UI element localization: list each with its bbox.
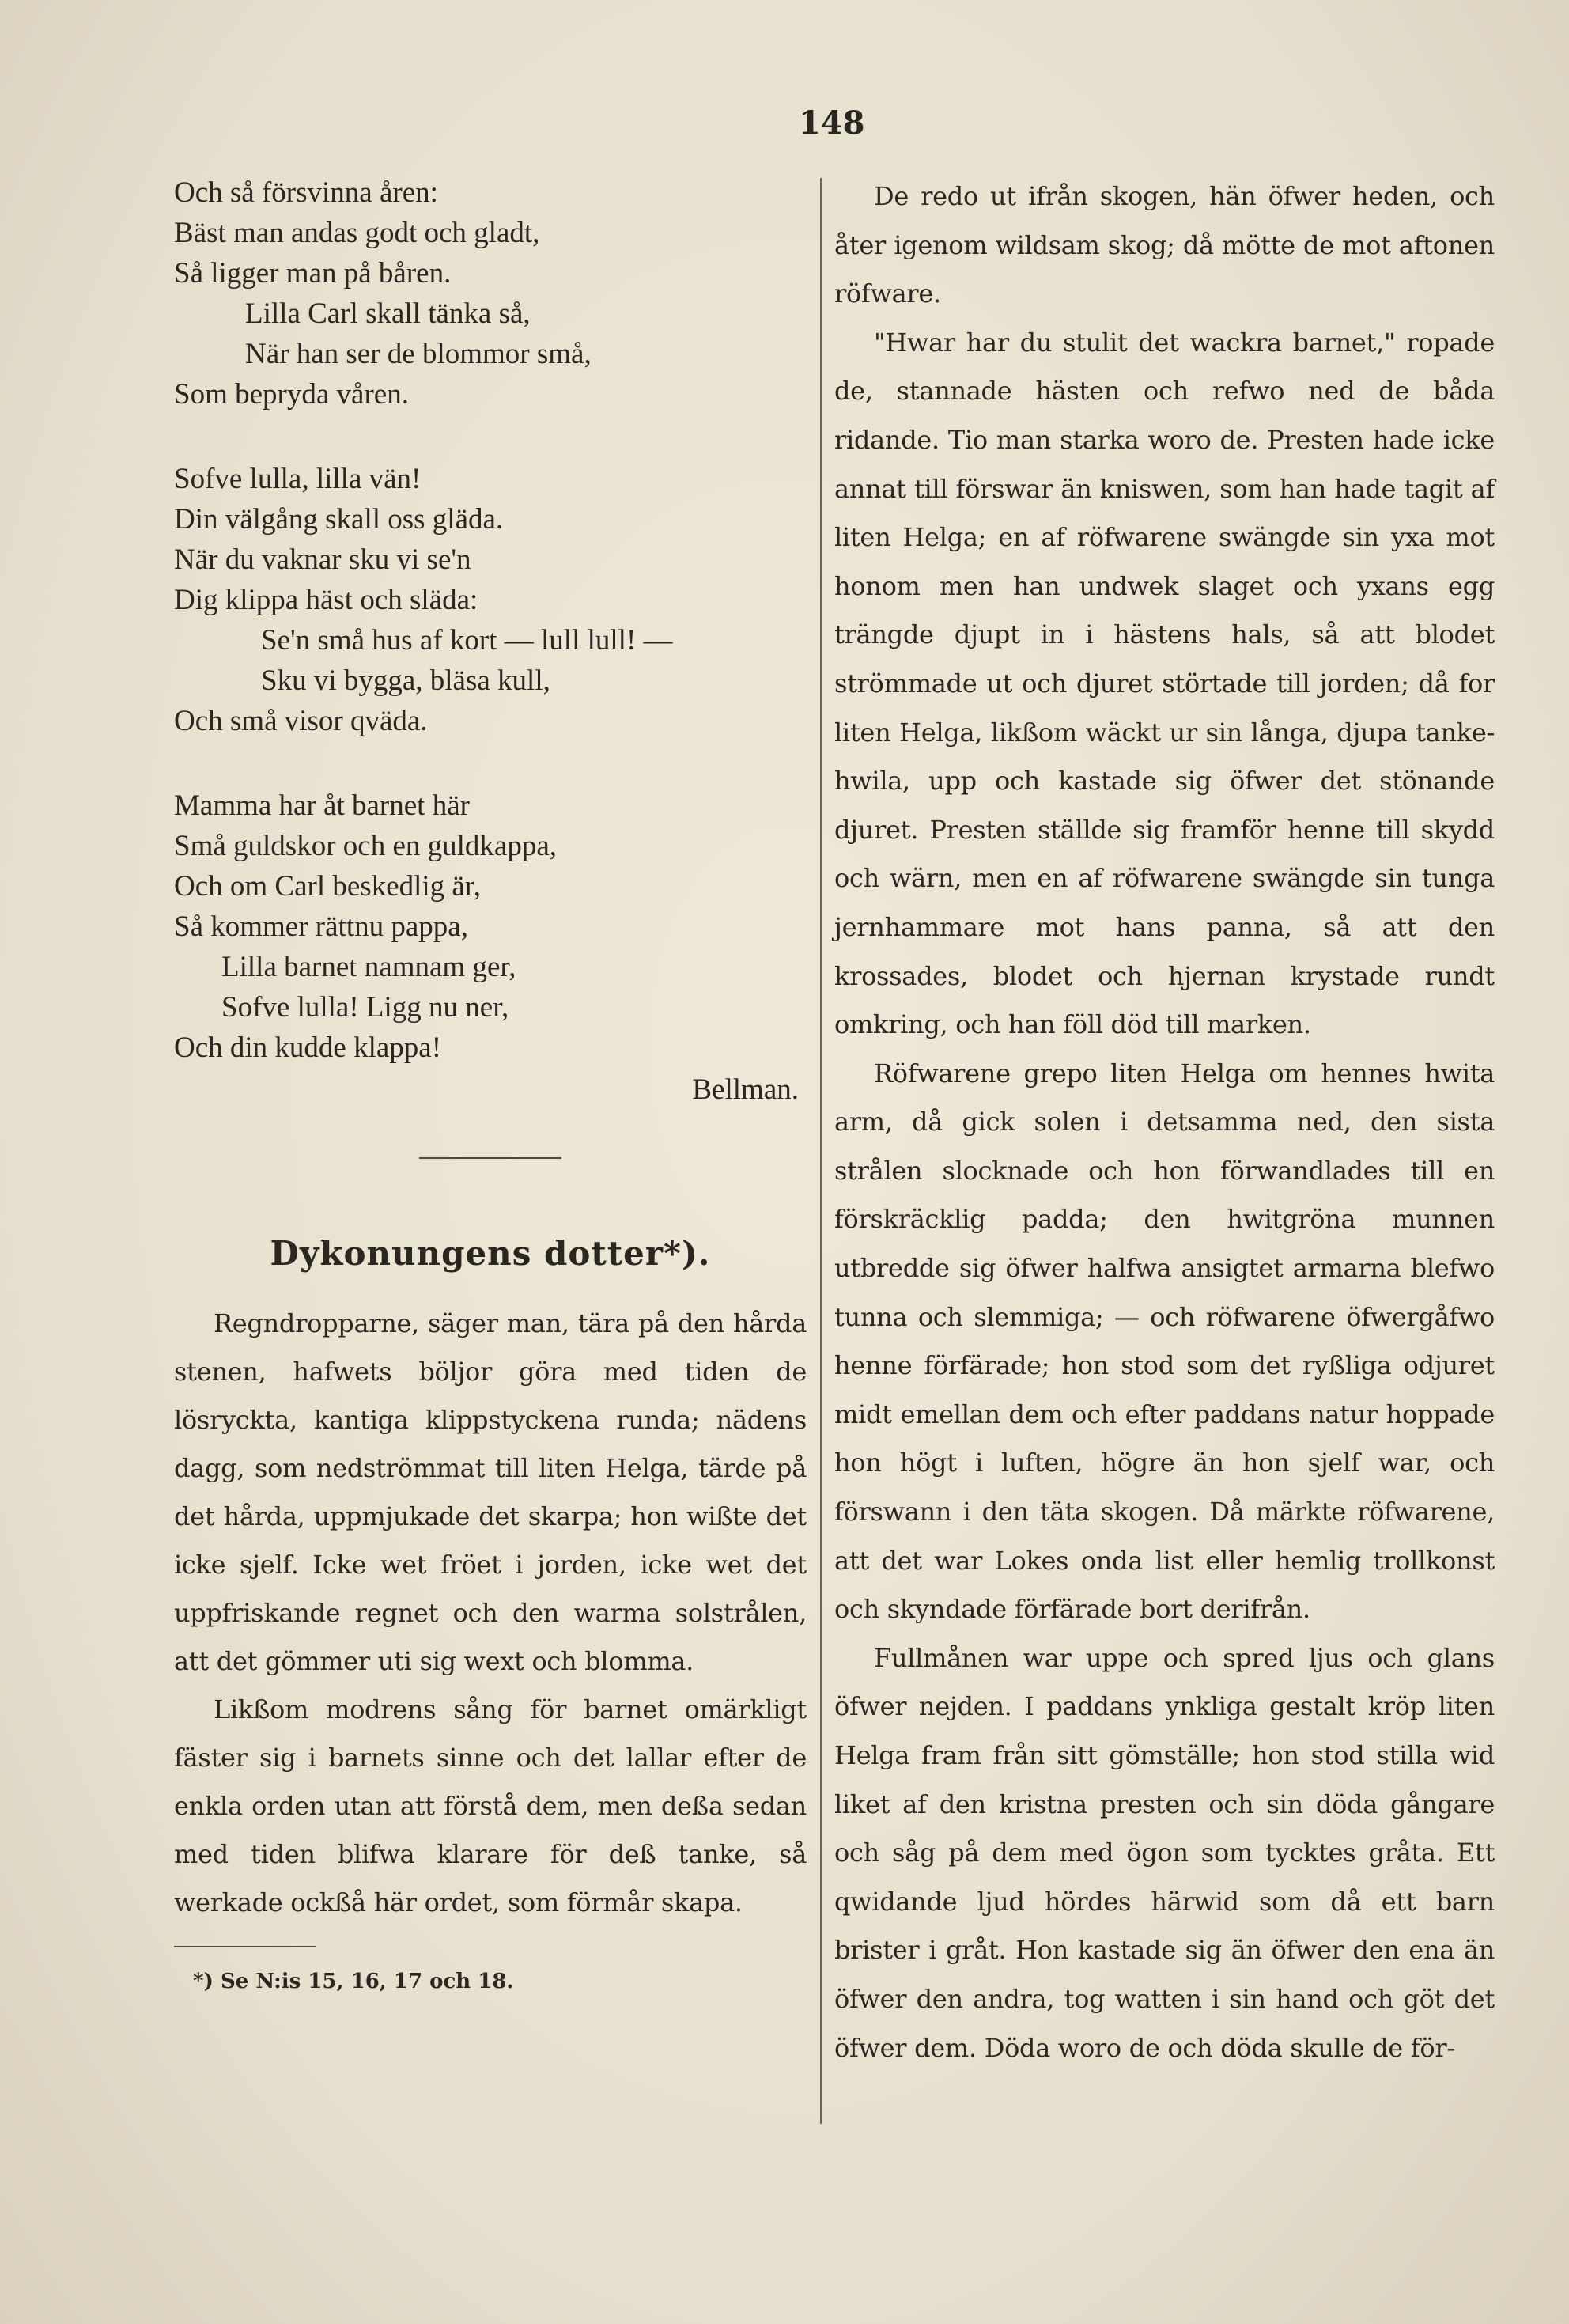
poem-line: Och om Carl beskedlig är, <box>174 870 481 903</box>
poem-line: Och så försvinna åren: <box>174 176 438 209</box>
section-title: Dykonungens dotter*). <box>270 1234 711 1273</box>
poem-line: Mamma har åt barnet här <box>174 789 470 822</box>
poem-stanza <box>174 785 807 1068</box>
right-paragraph-1: De redo ut ifrån skogen, hän öfwer heden, och åter igenom wildsam skog; då mötte de mot aftonen röfware. <box>834 181 1495 309</box>
poem-line: Lilla barnet namnam ger, <box>221 951 516 983</box>
poem-line: Och små visor qväda. <box>174 705 428 737</box>
poem-line: Se'n små hus af kort — lull lull! — <box>261 624 673 657</box>
column-divider <box>820 178 822 2124</box>
poem-line: Sofve lulla! Ligg nu ner, <box>221 991 509 1024</box>
poem-stanza <box>174 172 807 414</box>
poem-line: Och din kudde klappa! <box>174 1031 442 1064</box>
left-column <box>174 172 807 2229</box>
poem-line: Sku vi bygga, bläsa kull, <box>261 664 550 697</box>
poem-line: Bäst man andas godt och gladt, <box>174 217 540 249</box>
poem-line: När du vaknar sku vi se'n <box>174 543 471 576</box>
poem-line: Så kommer rättnu pappa, <box>174 910 468 943</box>
right-column <box>834 172 1495 2229</box>
right-paragraph-4: Fullmånen war uppe och spred ljus och glans öfwer nejden. I paddans ynkliga gestalt kröp liten Helga fram från sitt gömställe; hon stod stilla wid liket af den kristna presten och sin döda gångare och såg på dem med ögon som tycktes gråta. Ett qwidande ljud hördes härwid som då ett barn brister i gråt. Hon kastade sig än öfwer den ena än öfwer den andra, tog watten i sin hand och göt det öfwer dem. Döda woro de och döda skulle de för- <box>834 1642 1495 2063</box>
poem-line: Lilla Carl skall tänka så, <box>245 297 531 330</box>
right-paragraph-2: "Hwar har du stulit det wackra barnet," ropade de, stannade hästen och refwo ned de båda ridande. Tio man starka woro de. Presten hade icke annat till förswar än kniswen, som han hade tagit af liten Helga; en af röfwarene swängde sin yxa mot honom men han undwek slaget och yxans egg trängde djupt in i hästens hals, så att blodet strömmade ut och djuret störtade till jorden; då for liten Helga, likßom wäckt ur sin långa, djupa tanke-hwila, upp och kastade sig öfwer det stönande djuret. Presten ställde sig framför henne till skydd och wärn, men en af röfwarene swängde sin tunga jernhammare mot hans panna, så att den krossades, blodet och hjernan krystade rundt omkring, och han föll död till marken. <box>834 327 1495 1040</box>
poem-line: Som bepryda våren. <box>174 378 409 411</box>
poem-line: Dig klippa häst och släda: <box>174 584 478 616</box>
right-paragraph-3: Röfwarene grepo liten Helga om hennes hwita arm, då gick solen i detsamma ned, den sista strålen slocknade och hon förwandlades till en förskräcklig padda; den hwitgröna munnen utbredde sig öfwer halfwa ansigtet armarna blefwo tunna och slemmiga; — och röfwarene öfwergåfwo henne förfärade; hon stod som det ryßliga odjuret midt emellan dem och efter paddans natur hoppade hon högt i luften, högre än hon sjelf war, och förswann i den täta skogen. Då märkte röfwarene, att det war Lokes onda list eller hemlig trollkonst och skyndade förfärade bort derifrån. <box>834 1058 1495 1625</box>
poem <box>174 172 807 1068</box>
poem-line: Din välgång skall oss gläda. <box>174 503 504 536</box>
poem-author: Bellman. <box>692 1073 799 1106</box>
poem-stanza <box>174 459 807 741</box>
poem-line: Små guldskor och en guldkappa, <box>174 830 557 862</box>
poem-line: Så ligger man på båren. <box>174 257 452 290</box>
left-paragraph-1: Regndropparne, säger man, tära på den hårda stenen, hafwets böljor göra med tiden de lösryckta, kantiga klippstyckena runda; nädens dagg, som nedströmmat till liten Helga, tärde på det hårda, uppmjukade det skarpa; hon wißte det icke sjelf. Icke wet fröet i jorden, icke wet det uppfriskande regnet och den warma solstrålen, att det gömmer uti sig wext och blomma. <box>174 1308 807 1676</box>
section-divider <box>419 1157 561 1159</box>
footnote-divider <box>174 1946 316 1947</box>
page-number: 148 <box>799 104 865 142</box>
left-paragraph-2: Likßom modrens sång för barnet omärkligt fäster sig i barnets sinne och det lallar efter de enkla orden utan att förstå dem, men deßa sedan med tiden blifwa klarare för deß tanke, så werkade ockßå här ordet, som förmår skapa. <box>174 1694 807 1917</box>
poem-line: Sofve lulla, lilla vän! <box>174 463 422 495</box>
footnote: *) Se N:is 15, 16, 17 och 18. <box>193 1970 514 1993</box>
poem-line: När han ser de blommor små, <box>245 338 592 370</box>
